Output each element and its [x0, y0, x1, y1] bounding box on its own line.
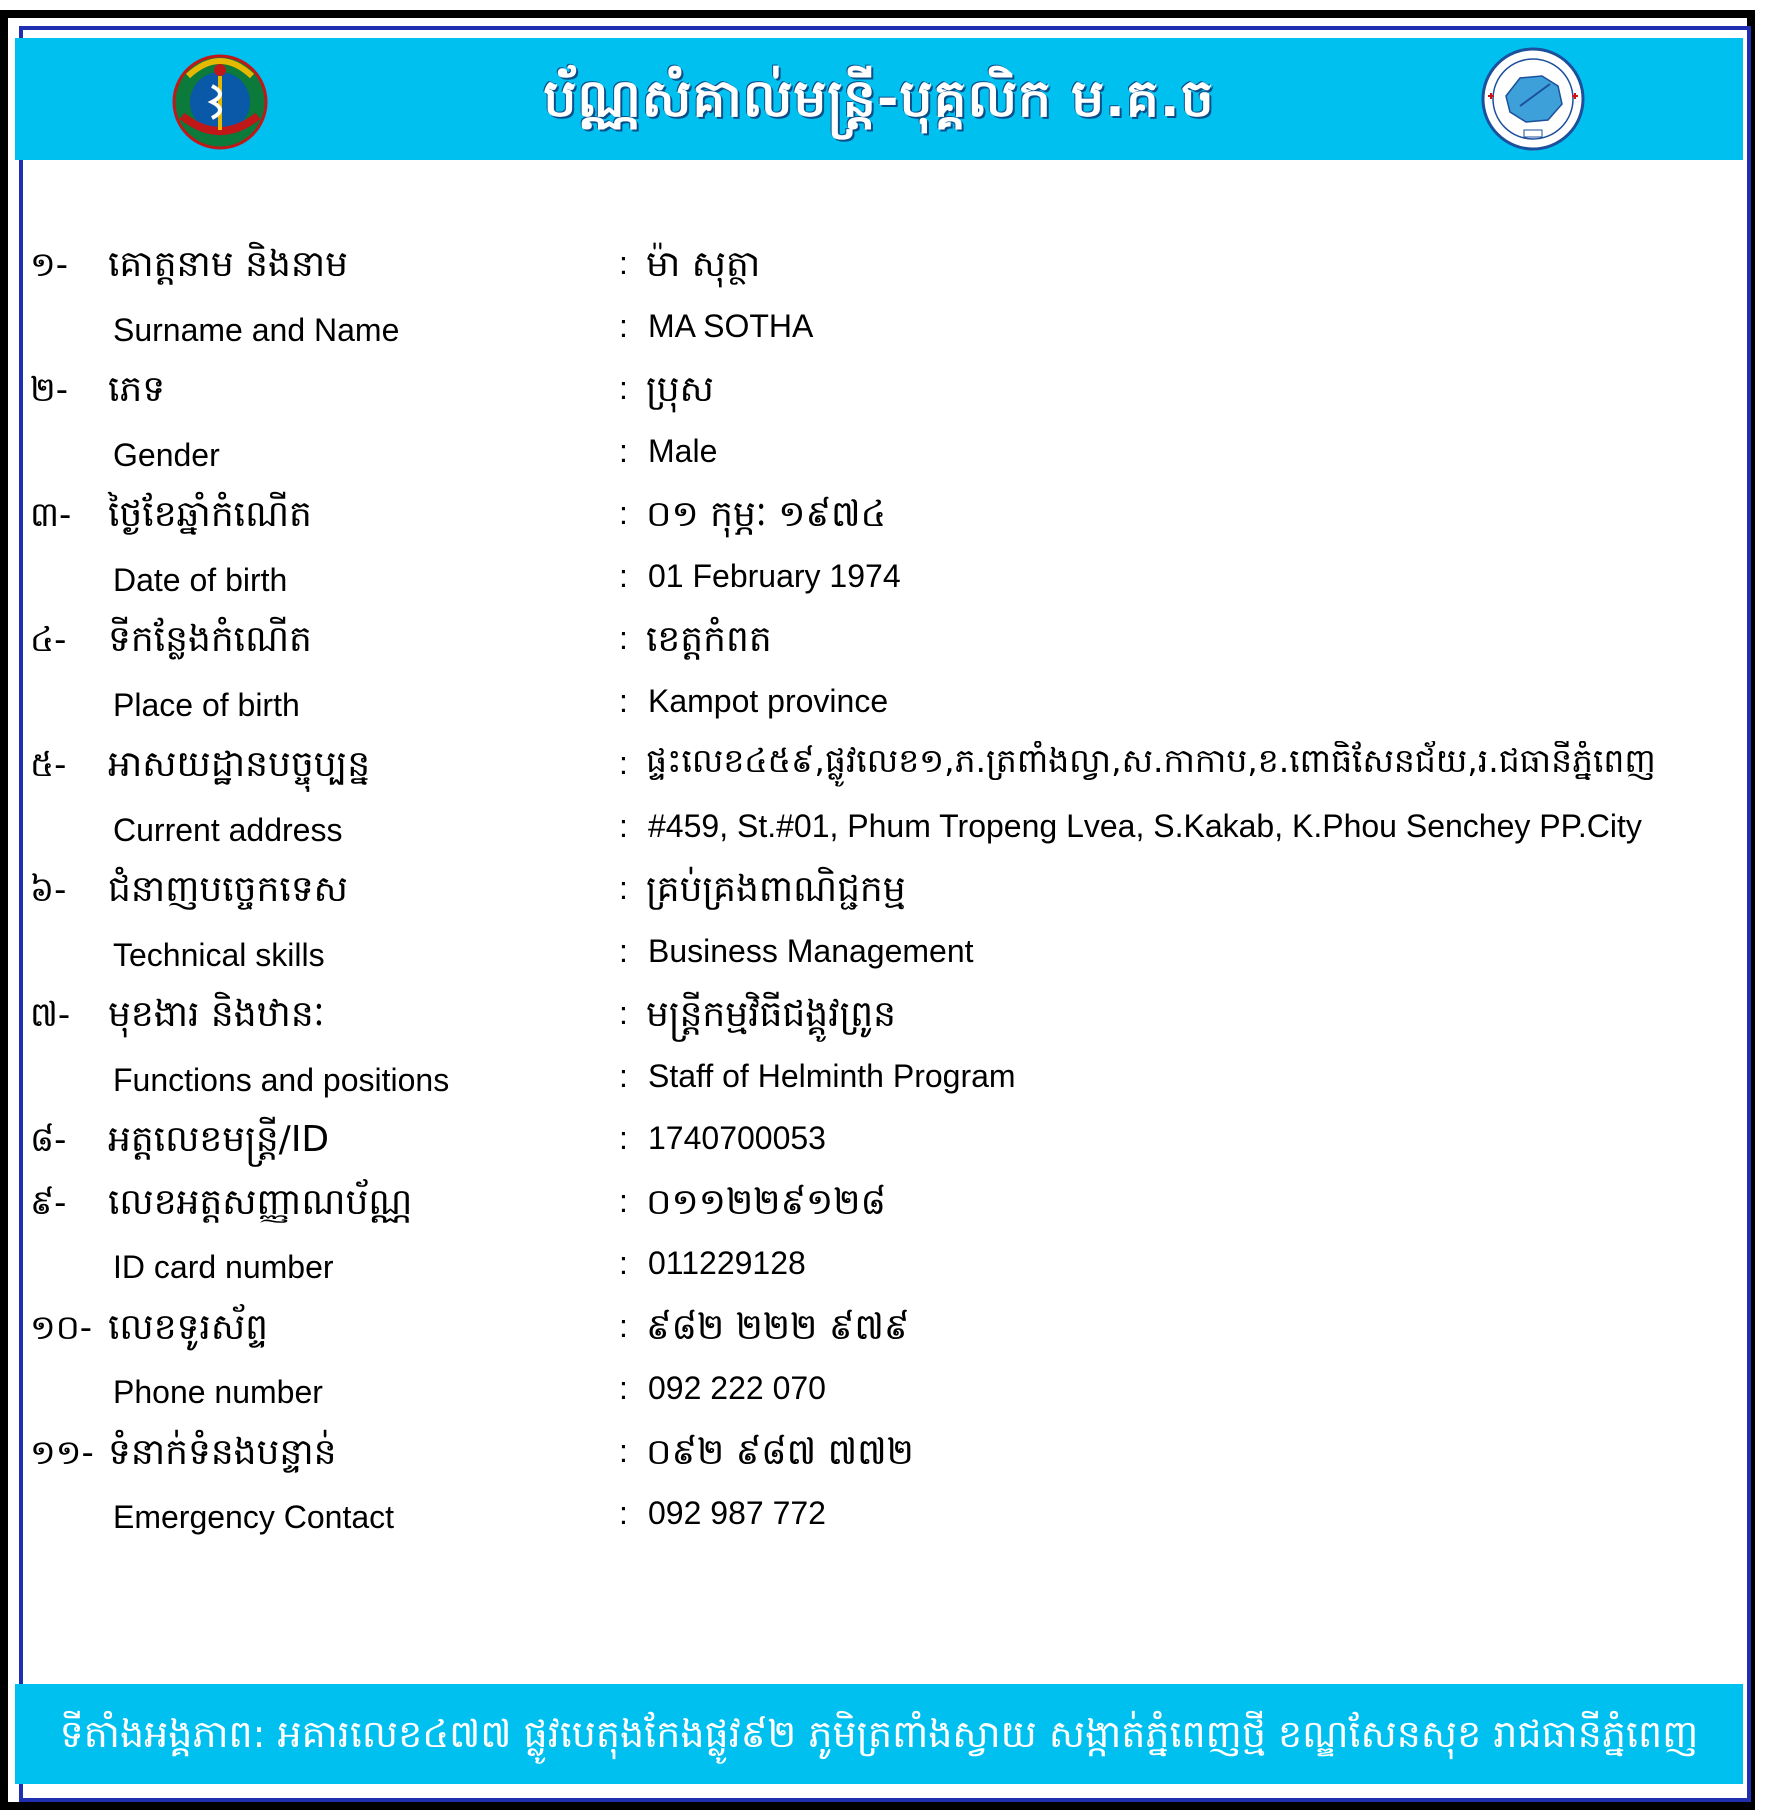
colon: : [619, 308, 628, 344]
colon: : [619, 1183, 628, 1219]
colon: : [619, 1058, 628, 1094]
row-phone-en [0, 1360, 1771, 1420]
value-address-km: ផ្ទះលេខ៤៥៩,ផ្លូវលេខ១,ភ.ត្រពាំងល្វា,ស.កាកាប,ខ.ពោធិសែនជ័យ,រ.ជធានីភ្នំពេញ [646, 741, 1656, 780]
row-functions-km [0, 985, 1771, 1045]
label-dob-en: Date of birth [113, 562, 288, 598]
footer-address: ទីតាំងអង្គភាព: អគារលេខ៤៧៧ ផ្លូវបេតុងកែងផ្លូវ៩២ ភូមិត្រពាំងស្វាយ សង្កាត់ភ្នំពេញថ្មី ខណ្ឌសែនសុខ រាជធានីភ្នំពេញ [59, 1712, 1699, 1756]
colon: : [619, 620, 628, 656]
label-idcard-km: លេខអត្តសញ្ញាណប័ណ្ណ [108, 1182, 413, 1223]
value-gender-km: ប្រុស [646, 369, 714, 410]
label-gender-en: Gender [113, 437, 220, 473]
row-emergency-en [0, 1485, 1771, 1545]
label-phone-en: Phone number [113, 1374, 323, 1410]
value-phone-km: ៩៨២ ២២២ ៩៧៩ [646, 1307, 910, 1348]
label-pob-km: ទីកន្លែងកំណើត [108, 619, 312, 660]
row-number: ៤- [30, 620, 67, 660]
row-pob-km [0, 610, 1771, 670]
colon: : [619, 433, 628, 469]
value-address-en: #459, St.#01, Phum Tropeng Lvea, S.Kakab, K.Phou Senchey PP.City [648, 808, 1642, 844]
label-name-km: គោត្តនាម និងនាម [108, 244, 348, 285]
row-number: ៨- [30, 1120, 67, 1160]
row-staff-id [0, 1110, 1771, 1170]
row-functions-en [0, 1048, 1771, 1108]
colon: : [619, 1433, 628, 1469]
label-functions-km: មុខងារ និងឋានៈ [108, 994, 325, 1035]
row-number: ១០- [30, 1308, 93, 1348]
row-dob-km [0, 485, 1771, 545]
value-pob-km: ខេត្តកំពត [646, 619, 772, 660]
value-name-en: MA SOTHA [648, 308, 814, 344]
row-pob-en [0, 673, 1771, 733]
row-number: ១- [30, 245, 69, 285]
colon: : [619, 370, 628, 406]
label-address-km: អាសយដ្ឋានបច្ចុប្បន្ន [108, 744, 371, 785]
row-emergency-km [0, 1423, 1771, 1483]
colon: : [619, 995, 628, 1031]
row-number: ១១- [30, 1433, 94, 1473]
label-gender-km: ភេទ [108, 369, 166, 410]
value-gender-en: Male [648, 433, 718, 469]
row-address-km [0, 735, 1771, 795]
label-functions-en: Functions and positions [113, 1062, 450, 1098]
row-skills-km [0, 860, 1771, 920]
value-skills-en: Business Management [648, 933, 974, 969]
row-number: ៧- [30, 995, 71, 1035]
footer-bar [15, 1684, 1743, 1784]
colon: : [619, 558, 628, 594]
colon: : [619, 745, 628, 781]
value-emergency-km: ០៩២ ៩៨៧ ៧៧២ [646, 1432, 914, 1473]
value-idcard-km: ០១១២២៩១២៨ [646, 1182, 886, 1223]
label-dob-km: ថ្ងៃខែឆ្នាំកំណើត [108, 494, 312, 535]
row-number: ៣- [30, 495, 72, 535]
row-name-en [0, 298, 1771, 358]
colon: : [619, 245, 628, 281]
label-emergency-en: Emergency Contact [113, 1499, 395, 1535]
row-idcard-en [0, 1235, 1771, 1295]
label-skills-en: Technical skills [113, 937, 325, 973]
value-dob-en: 01 February 1974 [648, 558, 901, 594]
value-functions-km: មន្ត្រីកម្មវិធីជង្គូវព្រូន [646, 994, 896, 1035]
value-pob-en: Kampot province [648, 683, 889, 719]
card-title: ប័ណ្ណសំគាល់មន្ត្រី-បុគ្គលិក ម.គ.ច [543, 69, 1215, 129]
colon: : [619, 495, 628, 531]
colon: : [619, 870, 628, 906]
value-phone-en: 092 222 070 [648, 1370, 826, 1406]
label-phone-km: លេខទូរស័ព្ទ [108, 1307, 268, 1348]
row-number: ៩- [30, 1183, 67, 1223]
colon: : [619, 933, 628, 969]
label-idcard-en: ID card number [113, 1249, 334, 1285]
row-idcard-km [0, 1173, 1771, 1233]
row-phone-km [0, 1298, 1771, 1358]
row-dob-en [0, 548, 1771, 608]
ministry-emblem-icon [168, 46, 272, 154]
colon: : [619, 1120, 628, 1156]
row-address-en [0, 798, 1771, 858]
label-emergency-km: ទំនាក់ទំនងបន្ទាន់ [108, 1432, 337, 1473]
value-staff-id: 1740700053 [648, 1120, 826, 1156]
colon: : [619, 683, 628, 719]
row-gender-km [0, 360, 1771, 420]
value-dob-km: ០១ កុម្ភៈ ១៩៧៤ [646, 494, 887, 535]
value-idcard-en: 011229128 [648, 1245, 806, 1281]
row-skills-en [0, 923, 1771, 983]
colon: : [619, 808, 628, 844]
row-number: ២- [30, 370, 69, 410]
value-name-km: ម៉ា សុត្ថា [646, 244, 761, 285]
colon: : [619, 1495, 628, 1531]
row-number: ៦- [30, 870, 67, 910]
label-staff-id: អត្តលេខមន្ត្រី/ID [108, 1119, 330, 1160]
row-gender-en [0, 423, 1771, 483]
row-number: ៥- [30, 745, 67, 785]
colon: : [619, 1308, 628, 1344]
cnm-center-logo-icon [1480, 46, 1586, 152]
colon: : [619, 1245, 628, 1281]
row-name-km [0, 235, 1771, 295]
label-skills-km: ជំនាញបច្ចេកទេស [108, 869, 348, 910]
colon: : [619, 1370, 628, 1406]
value-emergency-en: 092 987 772 [648, 1495, 826, 1531]
label-address-en: Current address [113, 812, 343, 848]
label-pob-en: Place of birth [113, 687, 300, 723]
label-name-en: Surname and Name [113, 312, 400, 348]
value-skills-km: គ្រប់គ្រងពាណិជ្ជកម្ម [646, 869, 906, 910]
value-functions-en: Staff of Helminth Program [648, 1058, 1016, 1094]
